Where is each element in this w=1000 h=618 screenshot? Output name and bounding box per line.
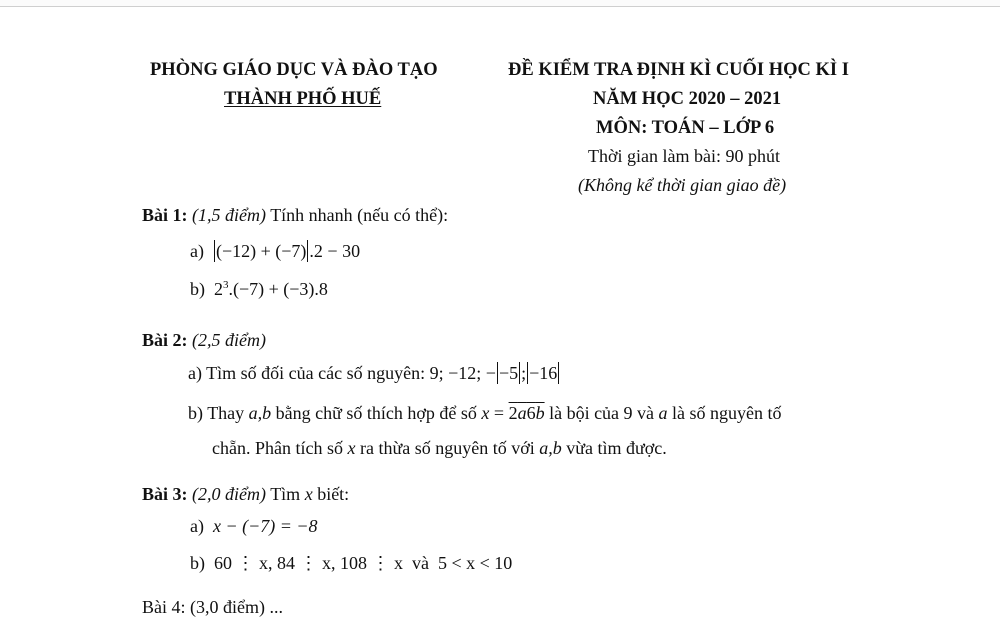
question-3b-ineq: 5 < x < 10 (438, 553, 513, 573)
exam-title: ĐỀ KIỂM TRA ĐỊNH KÌ CUỐI HỌC KÌ I (508, 60, 849, 80)
question-3-heading (142, 484, 349, 505)
question-1a-label: a) (190, 241, 204, 261)
department-title: PHÒNG GIÁO DỤC VÀ ĐÀO TẠO (150, 60, 438, 80)
question-3b (190, 553, 512, 574)
math-var: a,b (539, 438, 562, 458)
abs-bar (558, 362, 559, 384)
math-var: x (481, 403, 490, 423)
abs-bar (527, 362, 528, 384)
question-3a-expr: x − (−7) = −8 (212, 516, 318, 536)
text: là bội của 9 và (549, 403, 655, 423)
question-2a-text: Tìm số đối của các số nguyên: (206, 363, 426, 383)
text: vừa tìm được. (566, 438, 667, 458)
question-4-heading-clipped (142, 597, 283, 618)
question-2a-abs2: −16 (529, 363, 558, 383)
city-title: THÀNH PHỐ HUẾ (224, 89, 382, 109)
question-3a-label: a) (190, 516, 204, 536)
question-1-points: (1,5 điểm) (192, 205, 266, 225)
question-1b (190, 279, 328, 300)
question-2-heading (142, 330, 266, 351)
question-3b-expr: 60 ⋮ x, 84 ⋮ x, 108 ⋮ x (214, 553, 403, 573)
math-var: a (658, 403, 668, 423)
school-year: NĂM HỌC 2020 – 2021 (593, 89, 782, 109)
question-2-label: Bài 2: (142, 330, 188, 350)
question-2b-label: b) (188, 403, 203, 423)
question-2-points: (2,5 điểm) (192, 330, 266, 350)
question-1b-exponent: 3 (223, 279, 229, 291)
abs-bar-left (214, 240, 215, 262)
question-1-label: Bài 1: (142, 205, 188, 225)
question-1-instruction: Tính nhanh (nếu có thể): (270, 205, 449, 225)
text: = (489, 403, 509, 423)
text: là số nguyên tố (672, 403, 782, 423)
question-2a-abs1: −5 (498, 363, 519, 383)
math-var: x (347, 438, 356, 458)
question-2b-line1: b) Thay a,b bằng chữ số thích hợp để số x = 2a6b là bội của 9 và a là số nguyên tố (188, 403, 782, 423)
question-1a-expr: (−12) + (−7) (215, 241, 307, 261)
question-1b-base: 2 (214, 279, 223, 299)
question-3a (190, 516, 318, 537)
abs-bar (497, 362, 498, 384)
text: biết: (317, 484, 350, 504)
question-2a-label: a) (188, 363, 202, 383)
question-1b-label: b) (190, 279, 205, 299)
question-1a (190, 240, 360, 262)
text: bằng chữ số thích hợp để số (275, 403, 477, 423)
question-1a-tail: .2 − 30 (309, 241, 361, 261)
question-2a (188, 362, 560, 384)
question-2a-numbers: 9; −12; − (429, 363, 496, 383)
time-note: (Không kể thời gian giao đề) (578, 175, 787, 195)
text: và (412, 553, 429, 573)
question-1-heading (142, 205, 448, 226)
time-allowed: Thời gian làm bài: 90 phút (588, 146, 780, 166)
question-2b-line2 (212, 438, 667, 459)
math-var: a,b (248, 403, 272, 423)
text: Tìm (270, 484, 301, 504)
question-3-label: Bài 3: (142, 484, 188, 504)
text: Thay (207, 403, 245, 423)
question-2a-sep: ; (521, 363, 527, 383)
text: Bài 4: (3,0 điểm) ... (142, 597, 283, 617)
text: chẵn. Phân tích số (212, 438, 343, 458)
question-1b-tail: .(−7) + (−3).8 (228, 279, 328, 299)
text: ra thừa số nguyên tố với (359, 438, 535, 458)
math-var: x (304, 484, 313, 504)
question-3-points: (2,0 điểm) (192, 484, 266, 504)
subject-grade: MÔN: TOÁN – LỚP 6 (596, 118, 775, 138)
question-3b-label: b) (190, 553, 205, 573)
abs-bar (519, 362, 520, 384)
